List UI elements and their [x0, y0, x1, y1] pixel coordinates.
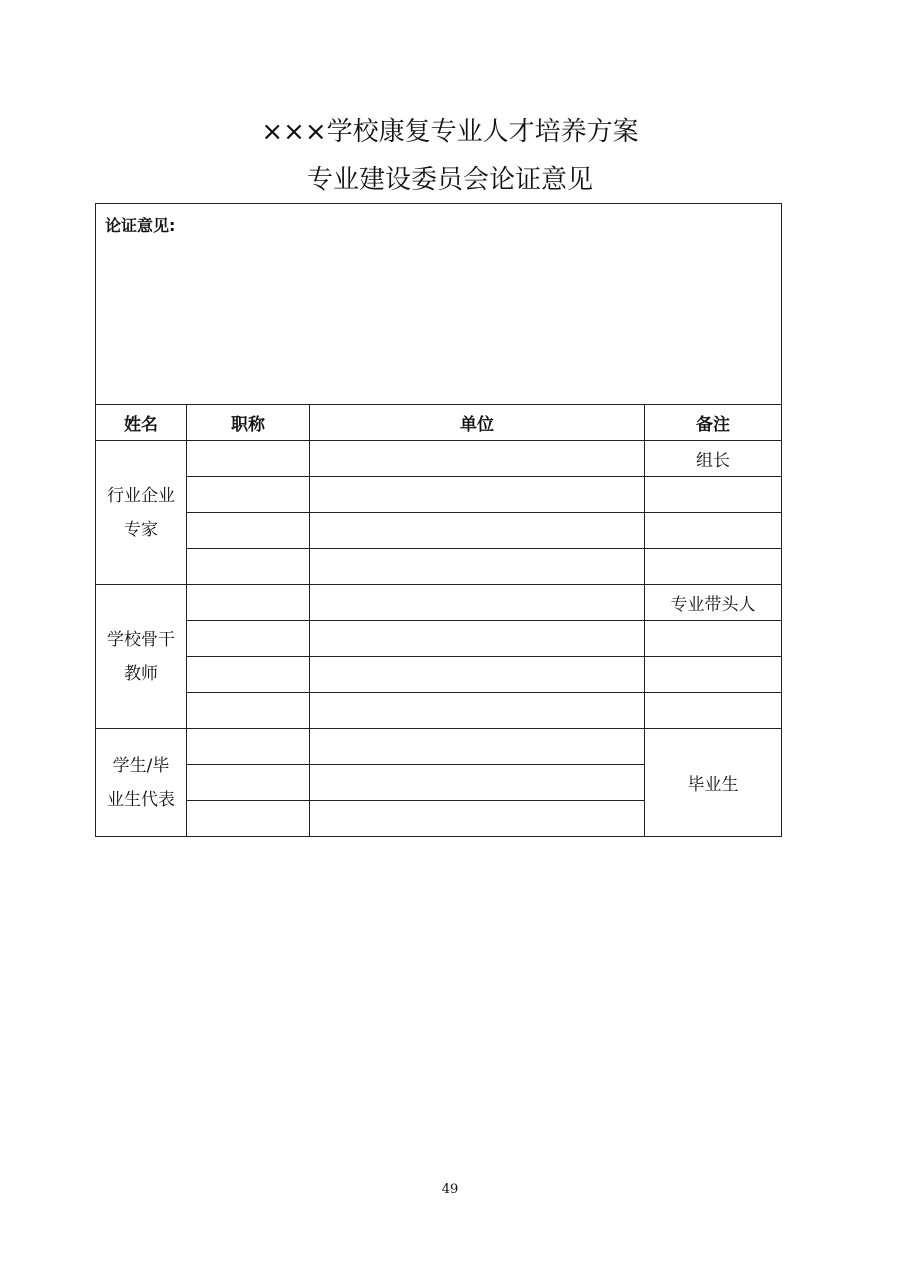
table-row [96, 513, 782, 549]
unit-cell[interactable] [310, 585, 645, 621]
table-row [96, 549, 782, 585]
table-row [96, 729, 782, 765]
remark-cell-leader: 组长 [645, 441, 782, 477]
unit-cell[interactable] [310, 477, 645, 513]
unit-cell[interactable] [310, 513, 645, 549]
unit-cell[interactable] [310, 765, 645, 801]
table-row [96, 693, 782, 729]
document-subtitle: 专业建设委员会论证意见 [306, 165, 593, 195]
job-title-cell[interactable] [187, 585, 310, 621]
job-title-cell[interactable] [187, 693, 310, 729]
unit-cell[interactable] [310, 657, 645, 693]
job-title-cell[interactable] [187, 621, 310, 657]
table-row [96, 657, 782, 693]
unit-cell[interactable] [310, 549, 645, 585]
page-number: 49 [441, 1182, 459, 1197]
remark-cell[interactable] [645, 549, 782, 585]
job-title-cell[interactable] [187, 441, 310, 477]
remark-cell[interactable] [645, 693, 782, 729]
remark-cell[interactable] [645, 621, 782, 657]
table-row [96, 585, 782, 621]
opinion-box[interactable] [96, 204, 782, 405]
unit-cell[interactable] [310, 621, 645, 657]
job-title-cell[interactable] [187, 801, 310, 837]
header-name: 姓名 [96, 405, 187, 441]
job-title-cell[interactable] [187, 549, 310, 585]
table-row [96, 441, 782, 477]
unit-cell[interactable] [310, 441, 645, 477]
remark-cell-program-leader: 专业带头人 [645, 585, 782, 621]
unit-cell[interactable] [310, 801, 645, 837]
job-title-cell[interactable] [187, 765, 310, 801]
group-label-backbone-teachers: 学校骨干 教师 [96, 585, 187, 729]
table-row [96, 477, 782, 513]
group-label-student-representatives: 学生/毕 业生代表 [96, 729, 187, 837]
job-title-cell[interactable] [187, 729, 310, 765]
document-title: ×××学校康复专业人才培养方案 [261, 117, 639, 147]
unit-cell[interactable] [310, 693, 645, 729]
header-job-title: 职称 [187, 405, 310, 441]
remark-cell[interactable] [645, 657, 782, 693]
group-label-industry-experts: 行业企业 专家 [96, 441, 187, 585]
review-form-table [95, 203, 782, 837]
remark-cell[interactable] [645, 513, 782, 549]
job-title-cell[interactable] [187, 513, 310, 549]
remark-cell[interactable] [645, 477, 782, 513]
table-header-row [96, 405, 782, 441]
header-remark: 备注 [645, 405, 782, 441]
job-title-cell[interactable] [187, 657, 310, 693]
table-row [96, 621, 782, 657]
opinion-label: 论证意见: [105, 216, 176, 235]
header-unit: 单位 [310, 405, 645, 441]
job-title-cell[interactable] [187, 477, 310, 513]
unit-cell[interactable] [310, 729, 645, 765]
remark-cell-graduate: 毕业生 [645, 729, 782, 837]
